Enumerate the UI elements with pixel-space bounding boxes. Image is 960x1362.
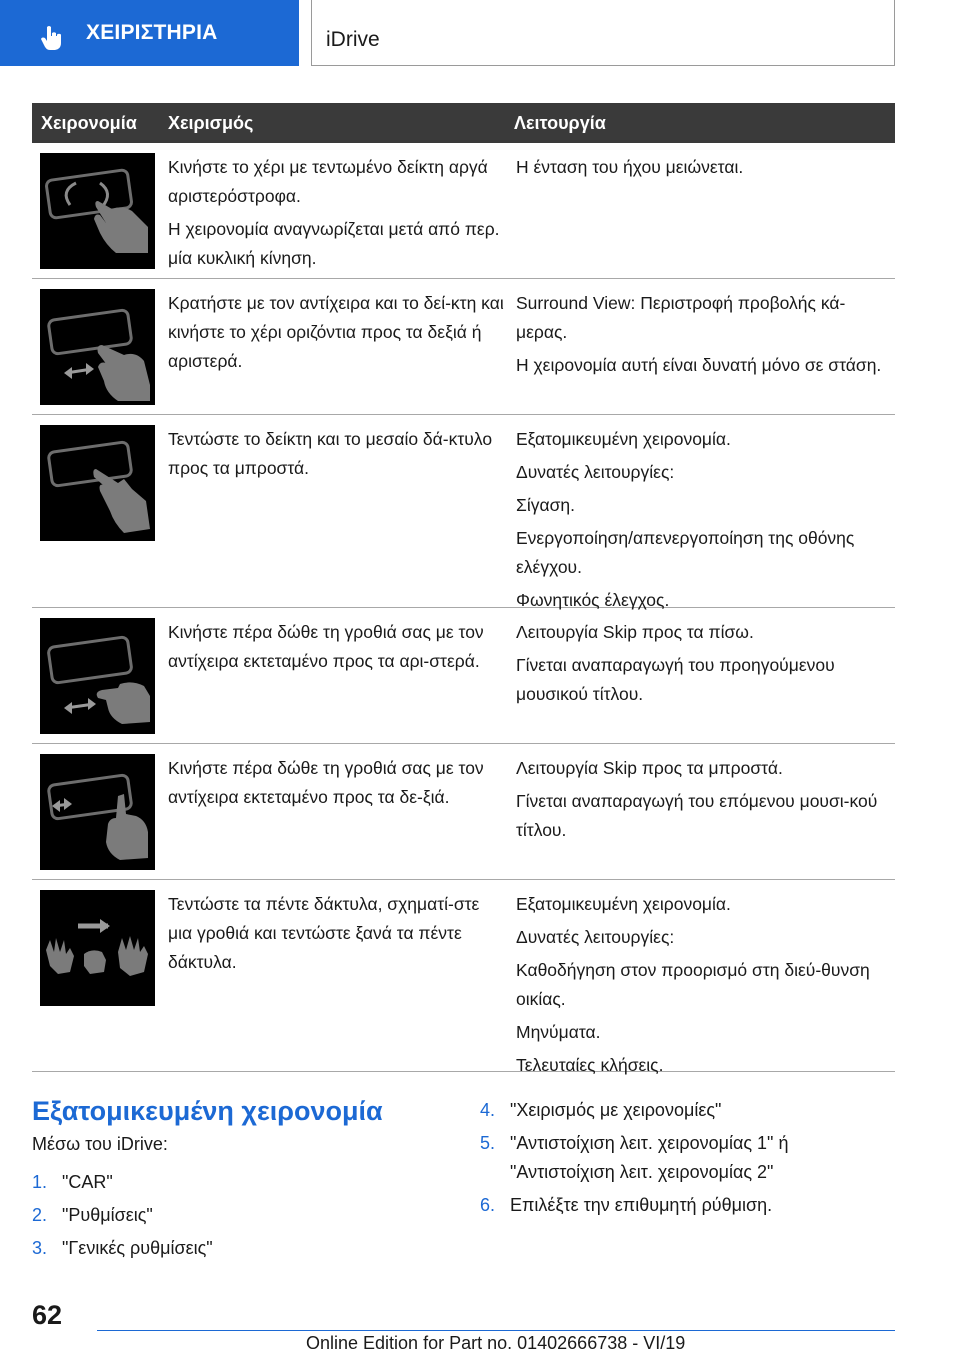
- section-tab: [0, 0, 299, 66]
- gesture-thumb-right-image: [40, 754, 155, 870]
- action-cell: [168, 618, 504, 680]
- step-text: "Χειρισμός με χειρονομίες": [510, 1100, 722, 1120]
- step-text: "Γενικές ρυθμίσεις": [62, 1238, 213, 1258]
- gesture-point-two-image: [40, 425, 155, 541]
- function-text: Δυνατές λειτουργίες:: [516, 462, 675, 482]
- action-text: Κρατήστε με τον αντίχειρα και το δεί-κτη και κινήστε το χέρι οριζόντια προς τα δεξιά ή αριστερά.: [168, 293, 504, 371]
- action-cell: [168, 289, 504, 380]
- list-item: [480, 1191, 880, 1220]
- function-text: Καθοδήγηση στον προορισμό στη διεύ-θυνση οικίας.: [516, 960, 870, 1009]
- step-text: "Ρυθμίσεις": [62, 1205, 153, 1225]
- action-text: Τεντώστε τα πέντε δάκτυλα, σχηματί-στε μια γροθιά και τεντώστε ξανά τα πέντε δάκτυλα.: [168, 894, 480, 972]
- table-row: [32, 880, 895, 1075]
- gesture-thumb-left-image: [40, 618, 155, 734]
- function-text: Ενεργοποίηση/απενεργοποίηση της οθόνης ελέγχου.: [516, 528, 855, 577]
- function-text: Σίγαση.: [516, 495, 575, 515]
- function-text: Εξατομικευμένη χειρονομία.: [516, 894, 731, 914]
- function-text: Η ένταση του ήχου μειώνεται.: [516, 157, 744, 177]
- title-box: [311, 0, 895, 66]
- action-cell: [168, 153, 504, 277]
- function-cell: [516, 890, 886, 1084]
- action-cell: [168, 754, 504, 816]
- function-text: Εξατομικευμένη χειρονομία.: [516, 429, 731, 449]
- steps-list-right: [480, 1096, 880, 1224]
- list-item: [480, 1129, 880, 1187]
- edition-text: Online Edition for Part no. 01402666738 - VI/19: [306, 1333, 686, 1353]
- step-number: 4.: [480, 1100, 496, 1120]
- function-cell: [516, 153, 886, 186]
- table-header: [32, 103, 895, 143]
- table-row: [32, 143, 895, 279]
- list-item: [32, 1168, 432, 1197]
- function-text: Η χειρονομία αυτή είναι δυνατή μόνο σε στάση.: [516, 355, 882, 375]
- action-text: Τεντώστε το δείκτη και το μεσαίο δά-κτυλο προς τα μπροστά.: [168, 429, 493, 478]
- function-cell: [516, 425, 886, 619]
- step-number: 5.: [480, 1133, 496, 1153]
- action-text: Κινήστε πέρα δώθε τη γροθιά σας με τον αντίχειρα εκτεταμένο προς τα αρι-στερά.: [168, 622, 484, 671]
- list-item: [480, 1096, 880, 1125]
- page-header: [0, 0, 960, 66]
- step-number: 6.: [480, 1195, 496, 1215]
- action-text: Η χειρονομία αναγνωρίζεται μετά από περ. μία κυκλική κίνηση.: [168, 219, 500, 268]
- action-text: Κινήστε πέρα δώθε τη γροθιά σας με τον αντίχειρα εκτεταμένο προς τα δε-ξιά.: [168, 758, 484, 807]
- function-text: Τελευταίες κλήσεις.: [516, 1055, 664, 1075]
- function-text: Λειτουργία Skip προς τα μπροστά.: [516, 758, 783, 778]
- function-cell: [516, 754, 886, 849]
- function-text: Λειτουργία Skip προς τα πίσω.: [516, 622, 754, 642]
- step-text: "Αντιστοίχιση λειτ. χειρονομίας 1" ή "Αντιστοίχιση λειτ. χειρονομίας 2": [510, 1133, 789, 1182]
- table-row: [32, 744, 895, 880]
- footer-divider: [97, 1330, 895, 1331]
- function-text: Μηνύματα.: [516, 1022, 601, 1042]
- step-number: 3.: [32, 1238, 48, 1258]
- section-name: ΧΕΙΡΙΣΤΗΡΙΑ: [86, 21, 218, 44]
- section-subtitle: Μέσω του iDrive:: [32, 1134, 168, 1154]
- steps-list-left: [32, 1168, 432, 1267]
- function-cell: [516, 289, 886, 384]
- function-text: Surround View: Περιστροφή προβολής κά-μερας.: [516, 293, 846, 342]
- page-title: iDrive: [326, 28, 380, 51]
- table-row: [32, 608, 895, 744]
- column-header-action: Χειρισμός: [168, 112, 254, 133]
- step-text: "CAR": [62, 1172, 113, 1192]
- function-cell: [516, 618, 886, 713]
- section-heading: Εξατομικευμένη χειρονομία: [32, 1096, 383, 1126]
- step-text: Επιλέξτε την επιθυμητή ρύθμιση.: [510, 1195, 773, 1215]
- list-item: [32, 1234, 432, 1263]
- function-text: Γίνεται αναπαραγωγή του επόμενου μουσι-κού τίτλου.: [516, 791, 878, 840]
- gesture-open-fist-open-image: [40, 890, 155, 1006]
- function-text: Γίνεται αναπαραγωγή του προηγούμενου μουσικού τίτλου.: [516, 655, 835, 704]
- hand-pointer-icon: [38, 24, 66, 52]
- gesture-rotate-image: [40, 153, 155, 269]
- step-number: 2.: [32, 1205, 48, 1225]
- action-cell: [168, 890, 504, 981]
- gesture-swipe-two-image: [40, 289, 155, 405]
- page-number: 62: [32, 1300, 63, 1330]
- table-row: [32, 415, 895, 608]
- function-text: Δυνατές λειτουργίες:: [516, 927, 675, 947]
- list-item: [32, 1201, 432, 1230]
- column-header-gesture: Χειρονομία: [41, 112, 137, 133]
- gesture-table: [32, 103, 895, 1075]
- step-number: 1.: [32, 1172, 48, 1192]
- action-cell: [168, 425, 504, 487]
- table-row: [32, 279, 895, 415]
- action-text: Κινήστε το χέρι με τεντωμένο δείκτη αργά αριστερόστροφα.: [168, 157, 488, 206]
- function-text: Φωνητικός έλεγχος.: [516, 590, 670, 610]
- column-header-function: Λειτουργία: [514, 112, 606, 133]
